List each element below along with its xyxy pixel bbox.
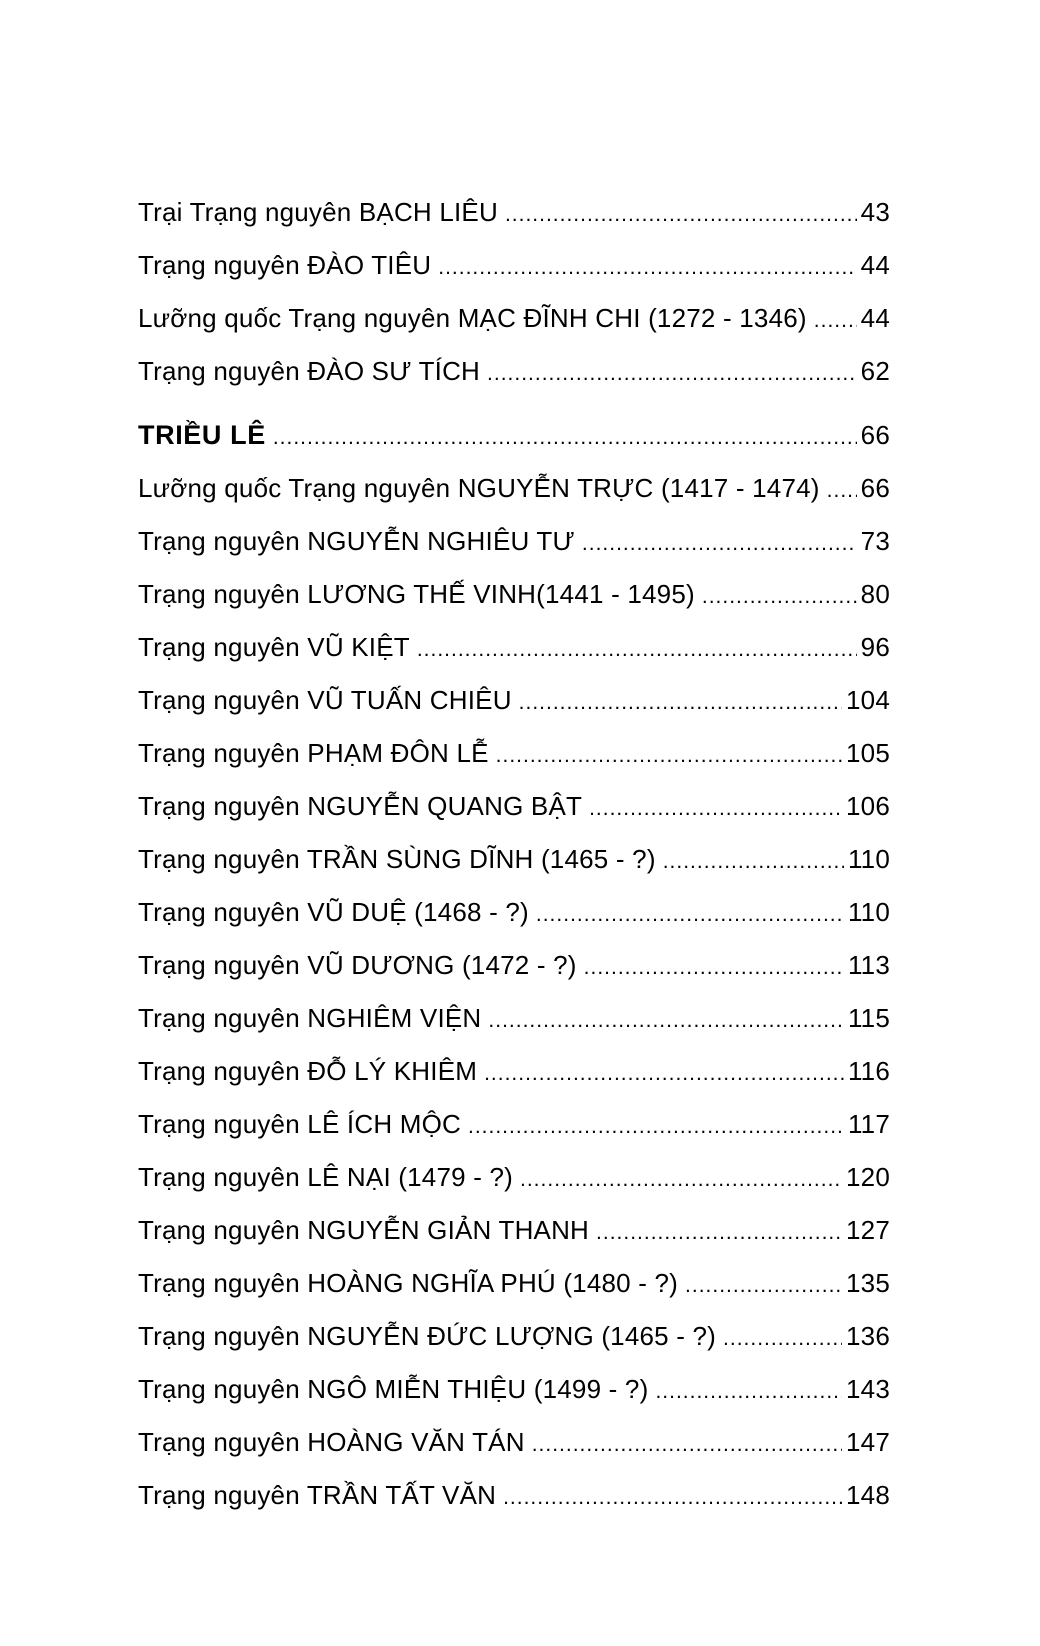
dot-leader	[438, 239, 856, 294]
dot-leader	[520, 1151, 842, 1206]
toc-entry	[138, 886, 890, 939]
toc-entry	[138, 568, 890, 621]
toc-entry-page-number: 143	[846, 1374, 890, 1404]
toc-entry	[138, 345, 890, 398]
toc-entry-page-number: 148	[846, 1480, 890, 1510]
toc-entry-label: Trạng nguyên LÊ NẠI (1479 - ?)	[138, 1162, 514, 1192]
toc-entry-page-number: 106	[846, 791, 890, 821]
toc-entry	[138, 1363, 890, 1416]
toc-entry	[138, 1204, 890, 1257]
dot-leader	[484, 1045, 844, 1100]
toc-entry	[138, 1151, 890, 1204]
toc-entry	[138, 1310, 890, 1363]
dot-leader	[723, 1310, 842, 1365]
dot-leader	[273, 409, 857, 464]
toc-entry	[138, 239, 890, 292]
dot-leader	[503, 1469, 842, 1524]
toc-entry-page-number: 66	[860, 473, 890, 503]
toc-section-header	[138, 409, 890, 462]
toc-entry-page-number: 115	[847, 1003, 890, 1033]
dot-leader	[655, 1363, 842, 1418]
toc-entry	[138, 515, 890, 568]
toc-entry-page-number: 80	[860, 579, 890, 609]
toc-entry-label: Trạng nguyên TRẦN SÙNG DĨNH (1465 - ?)	[138, 844, 656, 874]
toc-entry-page-number: 135	[846, 1268, 890, 1298]
toc-entry	[138, 621, 890, 674]
dot-leader	[702, 568, 857, 623]
toc-entry	[138, 1098, 890, 1151]
dot-leader	[827, 462, 857, 517]
toc-entry-label: Trạng nguyên NGUYỄN GIẢN THANH	[138, 1215, 590, 1245]
toc-entry	[138, 462, 890, 515]
toc-entry-page-number: 73	[860, 526, 890, 556]
toc-entry-page-number: 104	[846, 685, 890, 715]
toc-entry-page-number: 96	[860, 632, 890, 662]
dot-leader	[814, 292, 857, 347]
toc-entry-label: TRIỀU LÊ	[138, 420, 266, 450]
dot-leader	[663, 833, 844, 888]
toc-entry-label: Trạng nguyên TRẦN TẤT VĂN	[138, 1480, 497, 1510]
toc-entry-label: Trạng nguyên VŨ KIỆT	[138, 632, 410, 662]
dot-leader	[505, 186, 857, 241]
toc-entry-page-number: 136	[846, 1321, 890, 1351]
toc-entry-page-number: 120	[846, 1162, 890, 1192]
toc-entry-label: Trạng nguyên LƯƠNG THẾ VINH(1441 - 1495)	[138, 579, 695, 609]
toc-entry-page-number: 116	[847, 1056, 890, 1086]
dot-leader	[532, 1416, 842, 1471]
toc-entry-label: Trạng nguyên PHẠM ĐÔN LỄ	[138, 738, 489, 768]
toc-entry-label: Trạng nguyên ĐÀO TIÊU	[138, 250, 432, 280]
dot-leader	[584, 939, 844, 994]
toc-entry-label: Trạng nguyên ĐỖ LÝ KHIÊM	[138, 1056, 478, 1086]
toc-entry-page-number: 147	[846, 1427, 890, 1457]
toc-entry-page-number: 44	[860, 250, 890, 280]
toc-entry	[138, 992, 890, 1045]
toc-entry-label: Lưỡng quốc Trạng nguyên MẠC ĐĨNH CHI (1272 - 1346)	[138, 303, 807, 333]
toc-entry-label: Trạng nguyên LÊ ÍCH MỘC	[138, 1109, 461, 1139]
toc-entry-label: Trạng nguyên NGUYỄN NGHIÊU TƯ	[138, 526, 575, 556]
toc-entry	[138, 833, 890, 886]
toc-entry-label: Trạng nguyên NGUYỄN ĐỨC LƯỢNG (1465 - ?)	[138, 1321, 717, 1351]
toc-entry-page-number: 113	[847, 950, 890, 980]
toc-entry-page-number: 44	[860, 303, 890, 333]
toc-entry-label: Trạng nguyên NGUYỄN QUANG BẬT	[138, 791, 583, 821]
toc-entry	[138, 727, 890, 780]
toc-entry-label: Trạng nguyên NGÔ MIỄN THIỆU (1499 - ?)	[138, 1374, 649, 1404]
dot-leader	[468, 1098, 844, 1153]
dot-leader	[488, 992, 844, 1047]
dot-leader	[589, 780, 842, 835]
dot-leader	[596, 1204, 842, 1259]
toc-entry-label: Trại Trạng nguyên BẠCH LIÊU	[138, 197, 498, 227]
dot-leader	[487, 345, 857, 400]
dot-leader	[519, 674, 842, 729]
toc-list	[138, 186, 890, 1522]
toc-entry-label: Trạng nguyên HOÀNG VĂN TÁN	[138, 1427, 525, 1457]
dot-leader	[496, 727, 842, 782]
dot-leader	[685, 1257, 842, 1312]
toc-entry-label: Trạng nguyên HOÀNG NGHĨA PHÚ (1480 - ?)	[138, 1268, 679, 1298]
toc-entry-page-number: 110	[847, 897, 890, 927]
toc-entry-page-number: 127	[846, 1215, 890, 1245]
toc-entry-label: Trạng nguyên VŨ DƯƠNG (1472 - ?)	[138, 950, 577, 980]
toc-entry-label: Trạng nguyên NGHIÊM VIỆN	[138, 1003, 482, 1033]
dot-leader	[417, 621, 857, 676]
toc-entry-page-number: 110	[847, 844, 890, 874]
toc-entry	[138, 1469, 890, 1522]
toc-entry-label: Trạng nguyên ĐÀO SƯ TÍCH	[138, 356, 481, 386]
dot-leader	[582, 515, 857, 570]
toc-entry-page-number: 117	[847, 1109, 890, 1139]
toc-entry	[138, 674, 890, 727]
toc-entry-label: Lưỡng quốc Trạng nguyên NGUYỄN TRỰC (1417 - 1474)	[138, 473, 820, 503]
toc-entry	[138, 780, 890, 833]
toc-entry-page-number: 43	[860, 197, 890, 227]
toc-entry-page-number: 66	[860, 420, 890, 450]
dot-leader	[536, 886, 844, 941]
toc-entry-page-number: 62	[860, 356, 890, 386]
toc-entry-label: Trạng nguyên VŨ TUẤN CHIÊU	[138, 685, 512, 715]
toc-entry	[138, 1416, 890, 1469]
toc-entry	[138, 1257, 890, 1310]
toc-entry	[138, 186, 890, 239]
toc-entry-label: Trạng nguyên VŨ DUỆ (1468 - ?)	[138, 897, 529, 927]
toc-entry	[138, 1045, 890, 1098]
toc-entry	[138, 292, 890, 345]
toc-entry-page-number: 105	[846, 738, 890, 768]
toc-entry	[138, 939, 890, 992]
